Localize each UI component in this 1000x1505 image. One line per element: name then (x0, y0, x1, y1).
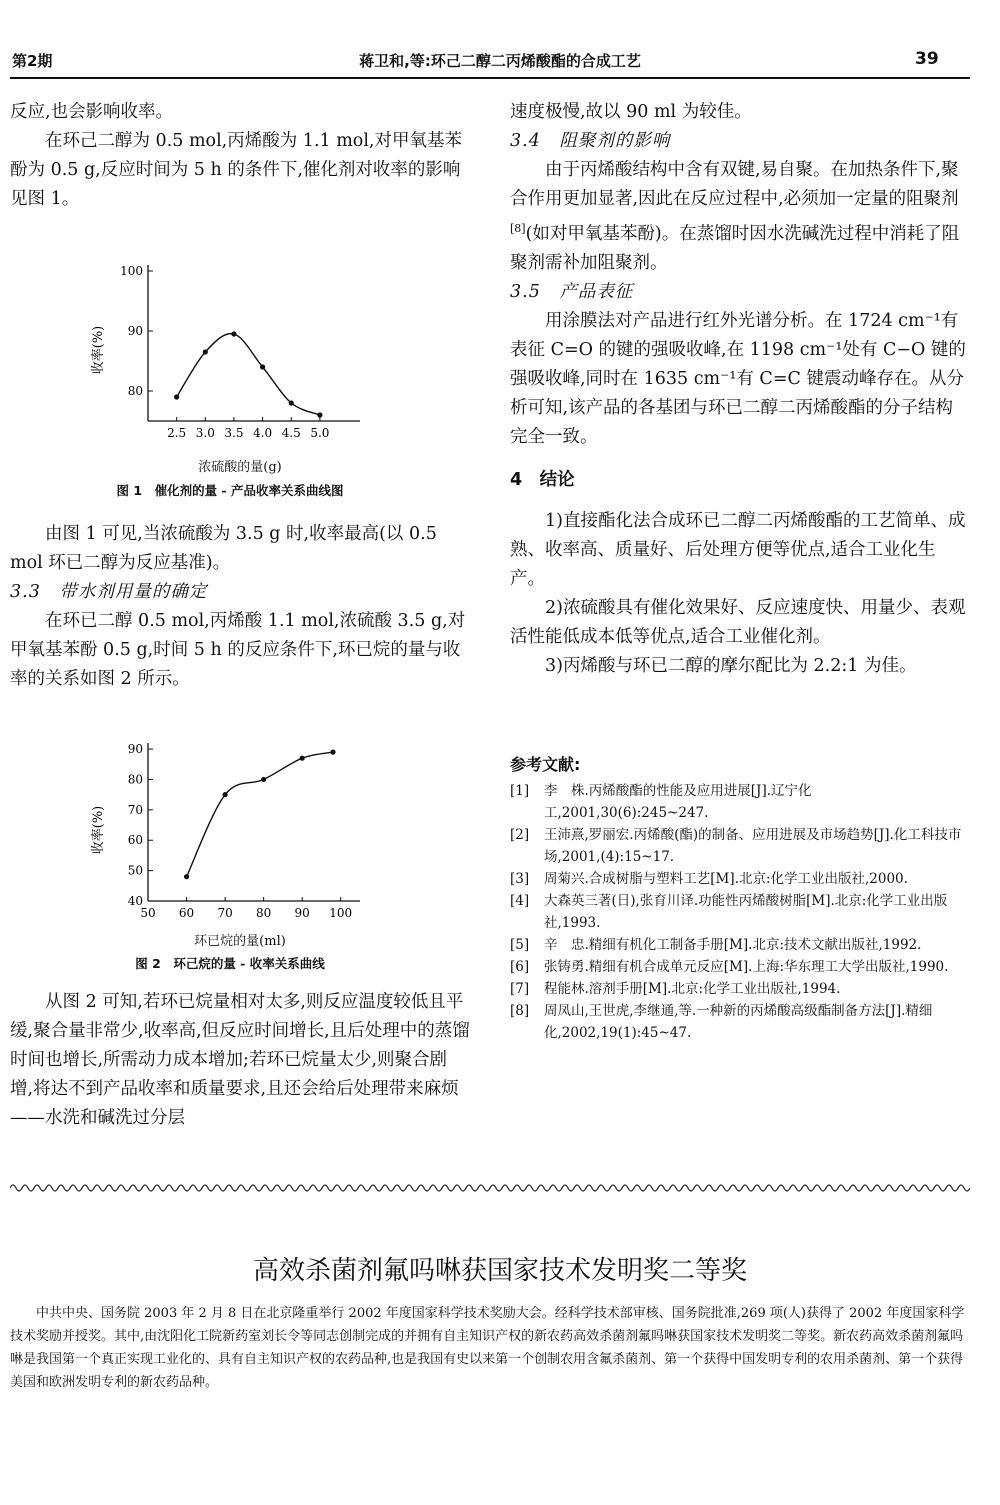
x-tick-label: 4.0 (253, 426, 273, 440)
reference-number: [6] (510, 959, 530, 975)
reference-number: [3] (510, 871, 530, 887)
right-column (510, 98, 970, 681)
section-3-4-heading: 3.4 阻聚剂的影响 (510, 131, 671, 151)
x-tick-label: 80 (255, 906, 272, 920)
reference-text: 周凤山,王世虎,李继通,等.一种新的丙烯酸高级酯制备方法[J].精细化,2002,19(1):45~47. (544, 1003, 933, 1041)
reference-number: [1] (510, 783, 530, 799)
data-point (184, 874, 189, 879)
x-tick-label: 100 (329, 906, 353, 920)
x-tick-label: 70 (217, 906, 233, 920)
paragraph: 在环已二醇 0.5 mol,丙烯酸 1.1 mol,浓硫酸 3.5 g,对甲氧基苯酚 0.5 g,时间 5 h 的反应条件下,环已烷的量与收率的关系如图 2 所示。 (10, 611, 466, 689)
paragraph: 用涂膜法对产品进行红外光谱分析。在 1724 cm⁻¹有表征 C=O 的键的强吸收峰,在 1198 cm⁻¹处有 C−O 键的强吸收峰,同时在 1635 cm⁻¹有 C=C 键震动峰存在。从分析可知,该产品的各基团与环已二醇二丙烯酸酯的分子结构完全一致。 (510, 310, 966, 447)
references-heading: 参考文献: (510, 755, 581, 774)
x-tick-label: 2.5 (167, 426, 187, 440)
section-4-heading: 4 结论 (510, 469, 575, 490)
figure-1-chart (80, 255, 380, 455)
x-tick-label: 90 (294, 906, 310, 920)
y-tick-label: 60 (127, 833, 143, 848)
data-point (317, 412, 322, 417)
data-point (174, 394, 179, 399)
paragraph: 在环己二醇为 0.5 mol,丙烯酸为 1.1 mol,对甲氧基苯酚为 0.5 g,反应时间为 5 h 的条件下,催化剂对收率的影响见图 1。 (10, 131, 462, 209)
y-tick-label: 100 (120, 264, 143, 278)
data-point (300, 756, 305, 761)
x-tick-label: 4.5 (281, 426, 301, 440)
series-line (187, 752, 333, 877)
figure-2-caption: 图 2 环己烷的量 - 收率关系曲线 (135, 956, 325, 971)
data-point (330, 750, 335, 755)
reference-number: [8] (510, 1003, 530, 1019)
series-line (177, 334, 320, 415)
decorative-divider (10, 1182, 970, 1194)
news-body: 中共中央、国务院 2003 年 2 月 8 日在北京隆重举行 2002 年度国家科学技术奖励大会。经科学技术部审核、国务院批准,269 项(人)获得了 2002 年度国家科学技术奖励并授奖。其中,由沈阳化工院新药室刘长令等同志创制完成的并拥有自主知识产权的新农药高效杀菌剂氟吗啉获国家技术发明奖二等奖。新农药高效杀菌剂氟吗啉是我国第一个真正实现工业化的、具有自主知识产权的农药品种,也是我国有史以来第一个创制农用含氟杀菌剂、第一个获得中国发明专利的农用杀菌剂、第一个获得美国和欧洲发明专利的新农药品种。 (10, 1306, 965, 1390)
data-point (222, 792, 227, 797)
news-title: 高效杀菌剂氟吗啉获国家技术发明奖二等奖 (252, 1256, 747, 1286)
figure-2-chart (80, 735, 380, 935)
x-tick-label: 3.0 (195, 426, 215, 440)
y-tick-label: 50 (127, 863, 143, 878)
reference-item (510, 824, 970, 868)
figure-1-caption: 图 1 催化剂的量 - 产品收率关系曲线图 (116, 483, 344, 498)
x-axis-label: 浓硫酸的量(g) (198, 460, 282, 475)
reference-text: 王沛熹,罗丽宏.丙烯酸(酯)的制备、应用进展及市场趋势[J].化工科技市场,2001,(4):15~17. (544, 827, 962, 865)
reference-number: [5] (510, 937, 530, 953)
reference-number: [7] (510, 981, 530, 997)
paragraph: 由图 1 可见,当浓硫酸为 3.5 g 时,收率最高(以 0.5 mol 环已二醇为反应基准)。 (10, 524, 437, 573)
reference-number: [2] (510, 827, 530, 843)
reference-text: 辛 忠.精细有机化工制备手册[M].北京:技术文献出版社,1992. (544, 937, 922, 953)
header-rule (10, 77, 970, 79)
y-tick-label: 90 (127, 742, 143, 757)
reference-item (510, 934, 970, 956)
reference-text: 程能林.溶剂手册[M].北京:化学工业出版社,1994. (544, 981, 841, 997)
conclusion-item: 2)浓硫酸具有催化效果好、反应速度快、用量少、表观活性能低成本低等优点,适合工业催化剂。 (510, 597, 966, 647)
reference-item (510, 890, 970, 934)
paragraph-text: (如对甲氧基苯酚)。在蒸馏时因水洗碱洗过程中消耗了阻聚剂需补加阻聚剂。 (510, 223, 960, 273)
reference-text: 大森英三著(日),张育川译.功能性丙烯酸树脂[M].北京:化学工业出版社,1993. (544, 893, 948, 931)
paragraph (510, 156, 970, 278)
data-point (289, 400, 294, 405)
reference-number: [4] (510, 893, 530, 909)
reference-item (510, 1000, 970, 1044)
reference-item (510, 978, 970, 1000)
data-point (203, 349, 208, 354)
reference-text: 周菊兴.合成树脂与塑料工艺[M].北京:化学工业出版社,2000. (544, 871, 908, 887)
paragraph: 反应,也会影响收率。 (10, 102, 174, 122)
reference-item (510, 956, 970, 978)
citation: [8] (510, 222, 526, 235)
left-column-top (10, 98, 470, 214)
data-point (231, 331, 236, 336)
section-3-3-heading: 3.3 带水剂用量的确定 (10, 582, 208, 602)
x-tick-label: 50 (140, 906, 156, 920)
reference-item (510, 868, 970, 890)
references-list (510, 780, 970, 1044)
section-3-5-heading: 3.5 产品表征 (510, 281, 634, 302)
issue-number: 第2期 (12, 52, 53, 70)
left-column-bottom (10, 988, 470, 1133)
y-tick-label: 90 (127, 324, 143, 338)
y-tick-label: 80 (127, 384, 143, 398)
y-tick-label: 80 (127, 772, 143, 787)
reference-text: 李 株.丙烯酸酯的性能及应用进展[J].辽宁化工,2001,30(6):245~247. (544, 783, 812, 821)
y-tick-label: 40 (127, 894, 143, 908)
paragraph-text: 由于丙烯酸结构中含有双键,易自聚。在加热条件下,聚合作用更加显著,因此在反应过程中,必须加一定量的阻聚剂 (510, 160, 959, 209)
conclusion-item: 3)丙烯酸与环已二醇的摩尔配比为 2.2:1 为佳。 (545, 655, 917, 676)
data-point (261, 777, 266, 782)
y-axis-label: 收率(%) (91, 805, 106, 855)
x-tick-label: 60 (178, 906, 195, 920)
page-number: 39 (915, 49, 939, 69)
x-tick-label: 3.5 (224, 426, 244, 440)
running-title: 蒋卫和,等:环己二醇二丙烯酸酯的合成工艺 (359, 52, 641, 70)
x-tick-label: 5.0 (310, 426, 330, 440)
conclusion-item: 1)直接酯化法合成环已二醇二丙烯酸酯的工艺简单、成熟、收率高、质量好、后处理方便等优点,适合工业化生产。 (510, 510, 966, 589)
y-axis-label: 收率(%) (91, 325, 106, 375)
paragraph: 速度极慢,故以 90 ml 为较佳。 (510, 102, 752, 122)
reference-item (510, 780, 970, 824)
y-tick-label: 70 (127, 802, 143, 817)
paragraph: 从图 2 可知,若环已烷量相对太多,则反应温度较低且平缓,聚合量非常少,收率高,但反应时间增长,且后处理中的蒸馏时间也增长,所需动力成本增加;若环已烷量太少,则聚合剧增,将达不到产品收率和质量要求,且还会给后处理带来麻烦——水洗和碱洗过分层 (10, 992, 470, 1128)
left-column-mid (10, 520, 470, 694)
x-axis-label: 环已烷的量(ml) (194, 934, 286, 949)
data-point (260, 364, 265, 369)
reference-text: 张铸勇.精细有机合成单元反应[M].上海:华东理工大学出版社,1990. (544, 959, 949, 975)
